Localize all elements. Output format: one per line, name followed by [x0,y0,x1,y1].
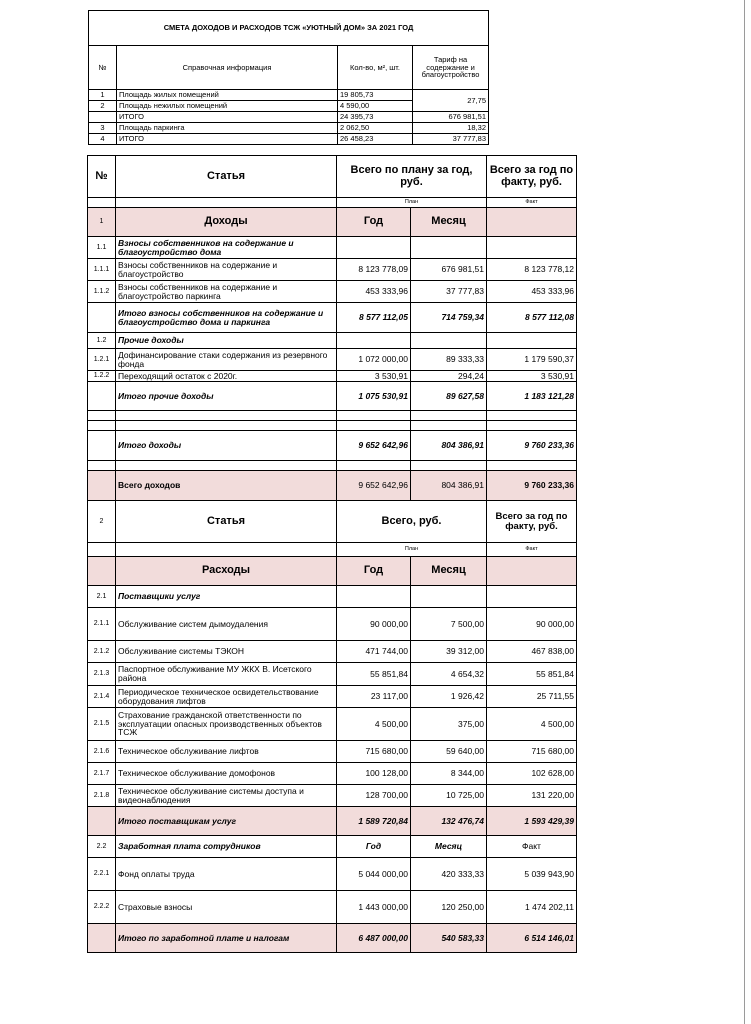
info-merged-tariff: 27,75 [413,90,489,112]
table-row: 1.1.1 Взносы собственников на содержание и благоустройство 8 123 778,09 676 981,51 8 123 778,12 [88,259,577,281]
info-header-tariff: Тариф на содержание и благоустройство [413,46,489,90]
table-row: 1.1.2 Взносы собственников на содержание и благоустройство паркинга 453 333,96 37 777,83 453 333,96 [88,281,577,303]
income-grand-total-row: Всего доходов 9 652 642,96 804 386,91 9 760 233,36 [88,471,577,501]
subtotal-row: Итого прочие доходы 1 075 530,91 89 627,58 1 183 121,28 [88,382,577,411]
document-title: СМЕТА ДОХОДОВ И РАСХОДОВ ТСЖ «УЮТНЫЙ ДОМ» ЗА 2021 ГОД [89,11,489,46]
page-edge [744,0,745,1024]
table-row: 2.1.7 Техническое обслуживание домофонов 100 128,00 8 344,00 102 628,00 [88,763,577,785]
table-header: № Статья Всего по плану за год, руб. Всего за год по факту, руб. [88,156,577,198]
info-header-n: № [89,46,117,90]
expenses-section-header: Расходы Год Месяц [88,557,577,586]
table-row: 2.1.3 Паспортное обслуживание МУ ЖКХ В. Исетского района 55 851,84 4 654,32 55 851,84 [88,663,577,686]
subtotal-row: Итого поставщикам услуг 1 589 720,84 132 476,74 1 593 429,39 [88,807,577,836]
income-section-header: 1 Доходы Год Месяц [88,208,577,237]
table-row: 2.1.6 Техническое обслуживание лифтов 715 680,00 59 640,00 715 680,00 [88,741,577,763]
info-header-qty: Кол-во, м², шт. [338,46,413,90]
income-total-row: Итого доходы 9 652 642,96 804 386,91 9 760 233,36 [88,431,577,461]
table-row: 2.1.4 Периодическое техническое освидетельствование оборудования лифтов 23 117,00 1 926,42 25 711,55 [88,686,577,708]
table-row: 1.2.2 Переходящий остаток с 2020г. 3 530,91 294,24 3 530,91 [88,371,577,382]
table-row: 2.2.2 Страховые взносы 1 443 000,00 120 250,00 1 474 202,11 [88,891,577,924]
info-table: СМЕТА ДОХОДОВ И РАСХОДОВ ТСЖ «УЮТНЫЙ ДОМ» ЗА 2021 ГОД № Справочная информация Кол-во, м², шт. Тариф на содержание и благоустройство 1 Площадь жилых помещений 19 805,73 27,75 2 Площадь нежилых помещений 4 590,00 ИТОГО 24 395,73 676 981,51 3 Площадь паркинга 2 062,50 18,32 4 ИТОГО 26 458,23 37 777,83 [88,10,489,145]
table-row: 2.2.1 Фонд оплаты труда 5 044 000,00 420 333,33 5 039 943,90 [88,858,577,891]
budget-table: № Статья Всего по плану за год, руб. Всего за год по факту, руб. План Факт 1 Доходы Год Месяц 1.1 Взносы собственников на содержание и благоустройство дома 1.1.1 Взносы собственников на содержание и благоустройство 8 123 778,09 676 981,51 8 123 778,12 1.1.2 Взносы собственников на содержание и благоустройство паркинга 453 333,96 37 777,83 453 333,96 Итого взносы собственников на содержание и благоустройство дома и паркинга 8 577 112,05 714 759,34 8 577 112,08 1.2 Прочие доходы 1.2.1 Дофинансирование стаки содержания из резервного фонда 1 072 000,00 89 333,33 1 179 590,37 1.2.2 Переходящий остаток с 2020г. 3 530,91 294,24 3 530,91 Итого прочие доходы 1 075 530,91 89 627,58 1 183 121,28 Итого доходы 9 652 642,96 804 386,91 9 760 233,36 Всего доходов 9 652 642,96 804 386,91 9 760 233,36 2 Статья Всего, руб. Всего за год по факту, руб. План Факт Расходы Год Месяц 2.1 Поставщики услуг 2.1.1 Обслуживание систем дымоудаления 90 000,00 7 500,00 90 000,00 2.1.2 Обслуживание системы ТЭКОН 471 744,00 39 312,00 467 838,00 2.1.3 Паспортное обслуживание МУ ЖКХ В. Исетского района 55 851,84 4 654,32 55 851,84 2.1.4 Периодическое техническое освидетельствование оборудования лифтов 23 117,00 1 926,42 25 711,55 2.1.5 Страхование гражданской ответственности по эксплуатации опасных производственных объектов ТСЖ 4 500,00 375,00 4 500,00 2.1.6 Техническое обслуживание лифтов 715 680,00 59 640,00 715 680,00 2.1.7 Техническое обслуживание домофонов 100 128,00 8 344,00 102 628,00 2.1.8 Техническое обслуживание системы доступа и видеонаблюдения 128 700,00 10 725,00 131 220,00 Итого поставщикам услуг 1 589 720,84 132 476,74 1 593 429,39 2.2 Заработная плата сотрудников Год Месяц Факт 2.2.1 Фонд оплаты труда 5 044 000,00 420 333,33 5 039 943,90 2.2.2 Страховые взносы 1 443 000,00 120 250,00 1 474 202,11 Итого по заработной плате и налогам 6 487 000,00 540 583,33 6 514 146,01 [87,155,577,953]
subtotal-row: Итого по заработной плате и налогам 6 487 000,00 540 583,33 6 514 146,01 [88,924,577,953]
table-row: 1.2.1 Дофинансирование стаки содержания из резервного фонда 1 072 000,00 89 333,33 1 179 590,37 [88,349,577,371]
table-row: 2.1.1 Обслуживание систем дымоудаления 90 000,00 7 500,00 90 000,00 [88,608,577,641]
info-header-label: Справочная информация [117,46,338,90]
table-row: 2.1.5 Страхование гражданской ответственности по эксплуатации опасных производственных объектов ТСЖ 4 500,00 375,00 4 500,00 [88,708,577,741]
table-row: 2.1.2 Обслуживание системы ТЭКОН 471 744,00 39 312,00 467 838,00 [88,641,577,663]
subtotal-row: Итого взносы собственников на содержание и благоустройство дома и паркинга 8 577 112,05 714 759,34 8 577 112,08 [88,303,577,333]
expenses-header: 2 Статья Всего, руб. Всего за год по факту, руб. [88,501,577,543]
table-row: 2.1.8 Техническое обслуживание системы доступа и видеонаблюдения 128 700,00 10 725,00 131 220,00 [88,785,577,807]
